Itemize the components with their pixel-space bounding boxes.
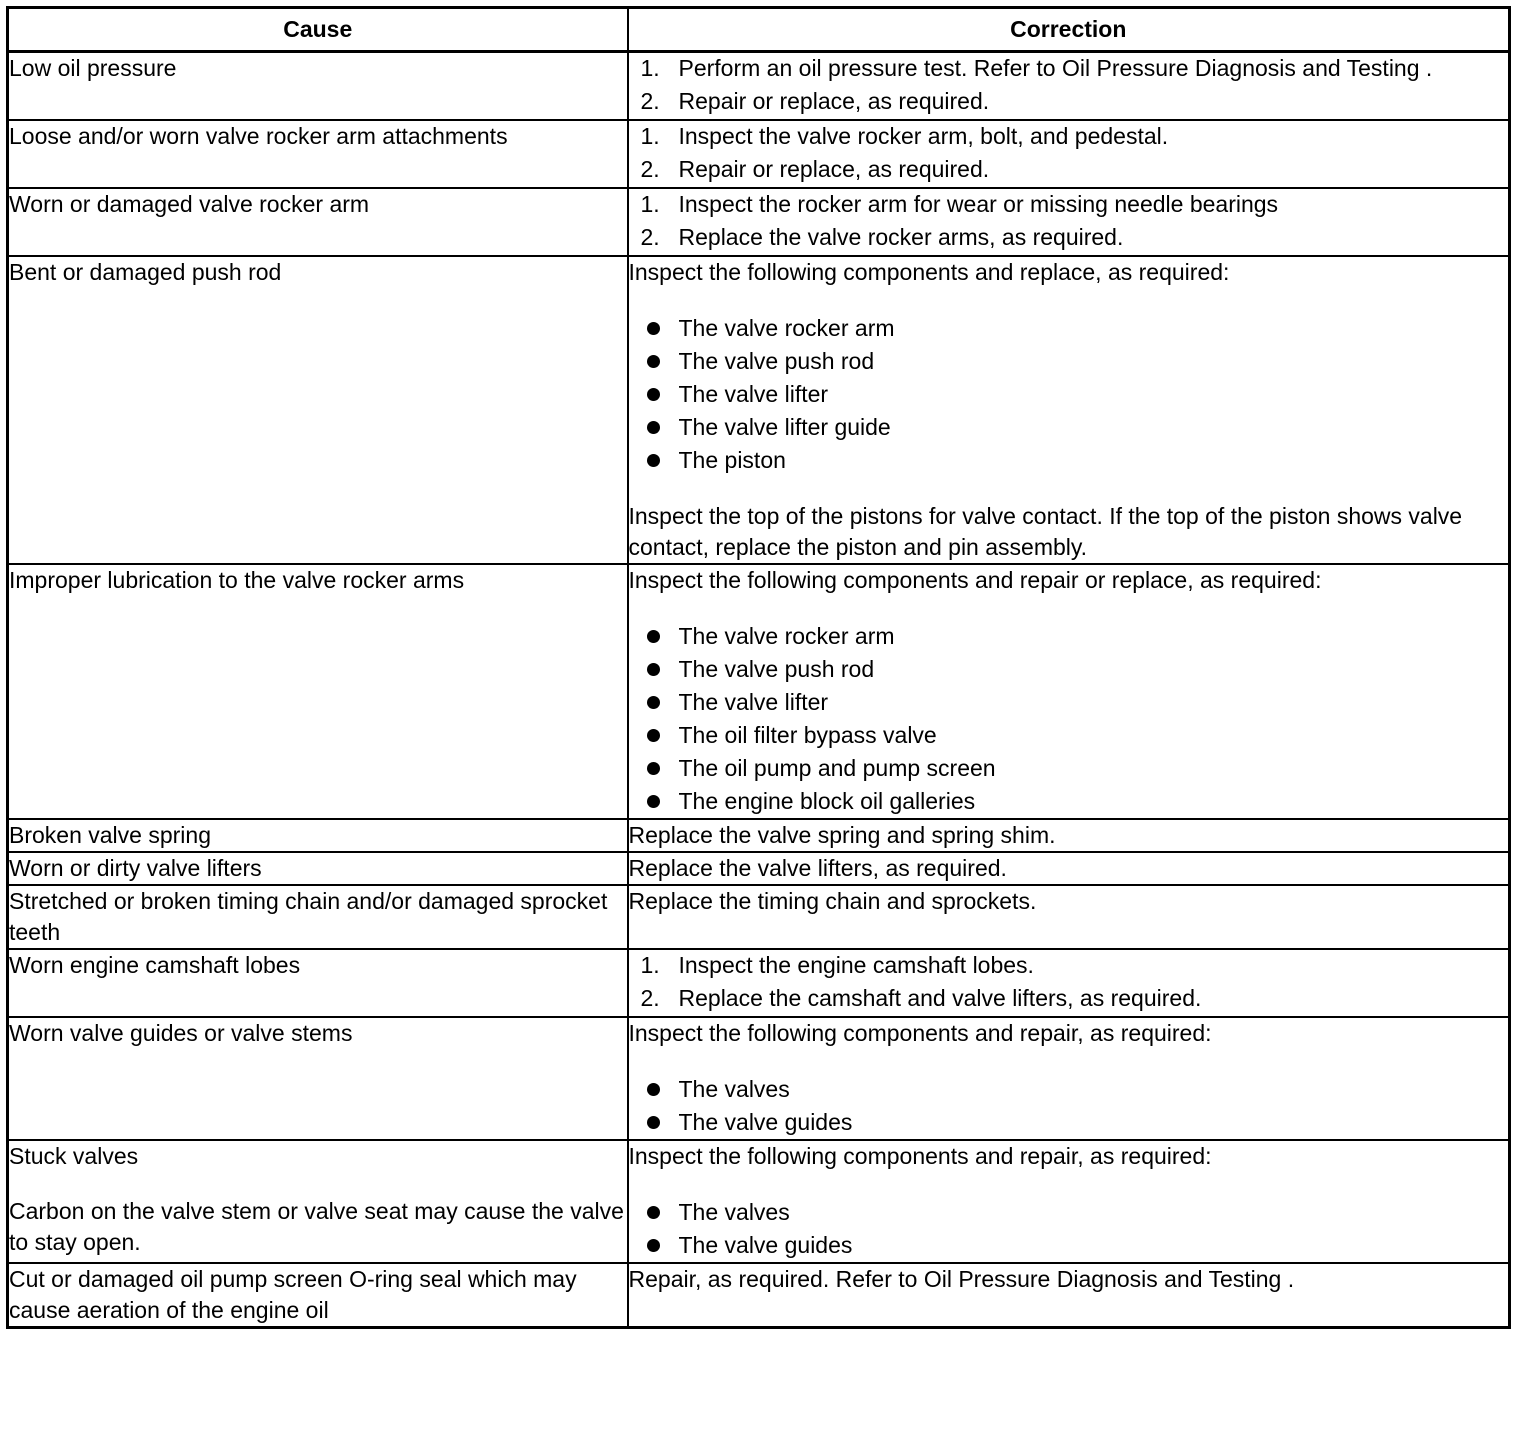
bullet-icon <box>647 1206 660 1219</box>
bullet-list <box>629 1073 1509 1139</box>
bullet-item <box>629 752 1509 785</box>
step-item <box>629 950 1509 981</box>
cause-cell <box>8 52 628 121</box>
bullet-icon <box>647 1239 660 1252</box>
spacer <box>629 596 1509 620</box>
bullet-item <box>629 620 1509 653</box>
step-text: Repair or replace, as required. <box>678 156 990 182</box>
cause-text: Loose and/or worn valve rocker arm attachments <box>9 123 508 149</box>
cause-cell <box>8 188 628 256</box>
table-row <box>8 852 1510 885</box>
bullet-item <box>629 1196 1509 1229</box>
correction-cell <box>628 819 1510 852</box>
step-item <box>629 86 1509 117</box>
bullet-icon <box>647 630 660 643</box>
cause-text: Improper lubrication to the valve rocker arms <box>9 567 465 593</box>
correction-cell <box>628 120 1510 188</box>
correction-text: Repair, as required. Refer to Oil Pressure Diagnosis and Testing . <box>628 1266 1295 1292</box>
diagnostic-table <box>6 6 1511 1329</box>
bullet-text: The valve rocker arm <box>678 315 895 341</box>
bullet-icon <box>647 1083 660 1096</box>
correction-intro: Inspect the following components and repair or replace, as required: <box>628 567 1322 593</box>
bullet-item <box>629 1106 1509 1139</box>
table-row <box>8 949 1510 1017</box>
step-text: Perform an oil pressure test. Refer to Oil Pressure Diagnosis and Testing . <box>678 55 1433 81</box>
bullet-text: The valve rocker arm <box>678 623 895 649</box>
bullet-item <box>629 686 1509 719</box>
bullet-icon <box>647 355 660 368</box>
correction-cell <box>628 1263 1510 1328</box>
cause-text: Worn engine camshaft lobes <box>9 952 301 978</box>
bullet-item <box>629 411 1509 444</box>
bullet-icon <box>647 762 660 775</box>
table-row <box>8 1140 1510 1263</box>
cause-text: Worn valve guides or valve stems <box>9 1020 353 1046</box>
bullet-item <box>629 345 1509 378</box>
spacer <box>9 1172 627 1196</box>
cause-cell <box>8 1017 628 1140</box>
cause-cell <box>8 564 628 819</box>
cause-cell <box>8 819 628 852</box>
step-number: 2. <box>640 156 660 182</box>
step-number: 1. <box>640 123 660 149</box>
bullet-icon <box>647 322 660 335</box>
bullet-item <box>629 378 1509 411</box>
table-row <box>8 256 1510 564</box>
cause-cell <box>8 1263 628 1328</box>
bullet-icon <box>647 454 660 467</box>
correction-text: Replace the valve lifters, as required. <box>628 855 1007 881</box>
spacer <box>629 1172 1509 1196</box>
bullet-text: The valves <box>678 1076 790 1102</box>
correction-cell <box>628 188 1510 256</box>
table-row <box>8 564 1510 819</box>
correction-cell <box>628 949 1510 1017</box>
cause-cell <box>8 852 628 885</box>
cause-header: Cause <box>8 8 628 52</box>
step-number: 1. <box>640 952 660 978</box>
cause-text: Cut or damaged oil pump screen O-ring seal which may cause aeration of the engine oil <box>9 1266 577 1323</box>
bullet-item <box>629 785 1509 818</box>
step-number: 1. <box>640 55 660 81</box>
bullet-icon <box>647 729 660 742</box>
bullet-text: The valve lifter <box>678 381 829 407</box>
table-row <box>8 1263 1510 1328</box>
bullet-item <box>629 653 1509 686</box>
step-item <box>629 121 1509 152</box>
bullet-icon <box>647 1116 660 1129</box>
bullet-text: The valve push rod <box>678 656 875 682</box>
bullet-item <box>629 719 1509 752</box>
table-row <box>8 188 1510 256</box>
bullet-text: The oil pump and pump screen <box>678 755 996 781</box>
bullet-list <box>629 1196 1509 1262</box>
bullet-item <box>629 1073 1509 1106</box>
step-number: 2. <box>640 88 660 114</box>
bullet-text: The engine block oil galleries <box>678 788 976 814</box>
correction-intro: Inspect the following components and repair, as required: <box>628 1143 1212 1169</box>
step-item <box>629 222 1509 253</box>
table-row <box>8 1017 1510 1140</box>
bullet-icon <box>647 388 660 401</box>
numbered-steps <box>629 121 1509 185</box>
cause-text: Stuck valves <box>9 1143 139 1169</box>
correction-cell <box>628 564 1510 819</box>
cause-cell <box>8 1140 628 1263</box>
cause-text: Worn or dirty valve lifters <box>9 855 262 881</box>
bullet-item <box>629 312 1509 345</box>
step-item <box>629 53 1509 84</box>
table-body <box>8 52 1510 1328</box>
table-row <box>8 885 1510 949</box>
bullet-text: The piston <box>678 447 786 473</box>
header-row <box>8 8 1510 52</box>
correction-intro: Inspect the following components and replace, as required: <box>628 259 1230 285</box>
correction-cell <box>628 52 1510 121</box>
table-row <box>8 819 1510 852</box>
correction-text: Replace the timing chain and sprockets. <box>628 888 1037 914</box>
correction-intro: Inspect the following components and repair, as required: <box>628 1020 1212 1046</box>
bullet-text: The valve guides <box>678 1109 853 1135</box>
step-text: Replace the valve rocker arms, as required. <box>678 224 1124 250</box>
bullet-icon <box>647 696 660 709</box>
bullet-item <box>629 1229 1509 1262</box>
numbered-steps <box>629 189 1509 253</box>
bullet-text: The valve lifter <box>678 689 829 715</box>
cause-text: Broken valve spring <box>9 822 211 848</box>
step-item <box>629 154 1509 185</box>
step-number: 1. <box>640 191 660 217</box>
correction-outro: Inspect the top of the pistons for valve contact. If the top of the piston shows valve contact, replace the piston and pin assembly. <box>628 503 1463 560</box>
correction-cell <box>628 1140 1510 1263</box>
correction-cell <box>628 885 1510 949</box>
cause-cell <box>8 120 628 188</box>
step-text: Replace the camshaft and valve lifters, as required. <box>678 985 1202 1011</box>
bullet-list <box>629 620 1509 818</box>
bullet-item <box>629 444 1509 477</box>
correction-cell <box>628 852 1510 885</box>
step-number: 2. <box>640 224 660 250</box>
cause-text: Bent or damaged push rod <box>9 259 282 285</box>
cause-cell <box>8 885 628 949</box>
bullet-text: The valve push rod <box>678 348 875 374</box>
step-text: Inspect the rocker arm for wear or missing needle bearings <box>678 191 1279 217</box>
correction-cell <box>628 256 1510 564</box>
bullet-icon <box>647 663 660 676</box>
cause-text: Worn or damaged valve rocker arm <box>9 191 370 217</box>
cause-text: Carbon on the valve stem or valve seat may cause the valve to stay open. <box>9 1198 624 1255</box>
table-row <box>8 52 1510 121</box>
bullet-icon <box>647 795 660 808</box>
bullet-list <box>629 312 1509 477</box>
cause-text: Stretched or broken timing chain and/or damaged sprocket teeth <box>9 888 608 945</box>
correction-cell <box>628 1017 1510 1140</box>
step-number: 2. <box>640 985 660 1011</box>
cause-cell <box>8 949 628 1017</box>
step-text: Inspect the valve rocker arm, bolt, and pedestal. <box>678 123 1169 149</box>
bullet-text: The valves <box>678 1199 790 1225</box>
bullet-text: The valve lifter guide <box>678 414 891 440</box>
spacer <box>629 1049 1509 1073</box>
step-text: Inspect the engine camshaft lobes. <box>678 952 1034 978</box>
correction-text: Replace the valve spring and spring shim. <box>628 822 1056 848</box>
bullet-text: The valve guides <box>678 1232 853 1258</box>
spacer <box>629 477 1509 501</box>
numbered-steps <box>629 950 1509 1014</box>
cause-cell <box>8 256 628 564</box>
correction-header: Correction <box>628 8 1510 52</box>
spacer <box>629 288 1509 312</box>
numbered-steps <box>629 53 1509 117</box>
bullet-text: The oil filter bypass valve <box>678 722 937 748</box>
step-text: Repair or replace, as required. <box>678 88 990 114</box>
table-row <box>8 120 1510 188</box>
step-item <box>629 189 1509 220</box>
cause-text: Low oil pressure <box>9 55 177 81</box>
step-item <box>629 983 1509 1014</box>
bullet-icon <box>647 421 660 434</box>
